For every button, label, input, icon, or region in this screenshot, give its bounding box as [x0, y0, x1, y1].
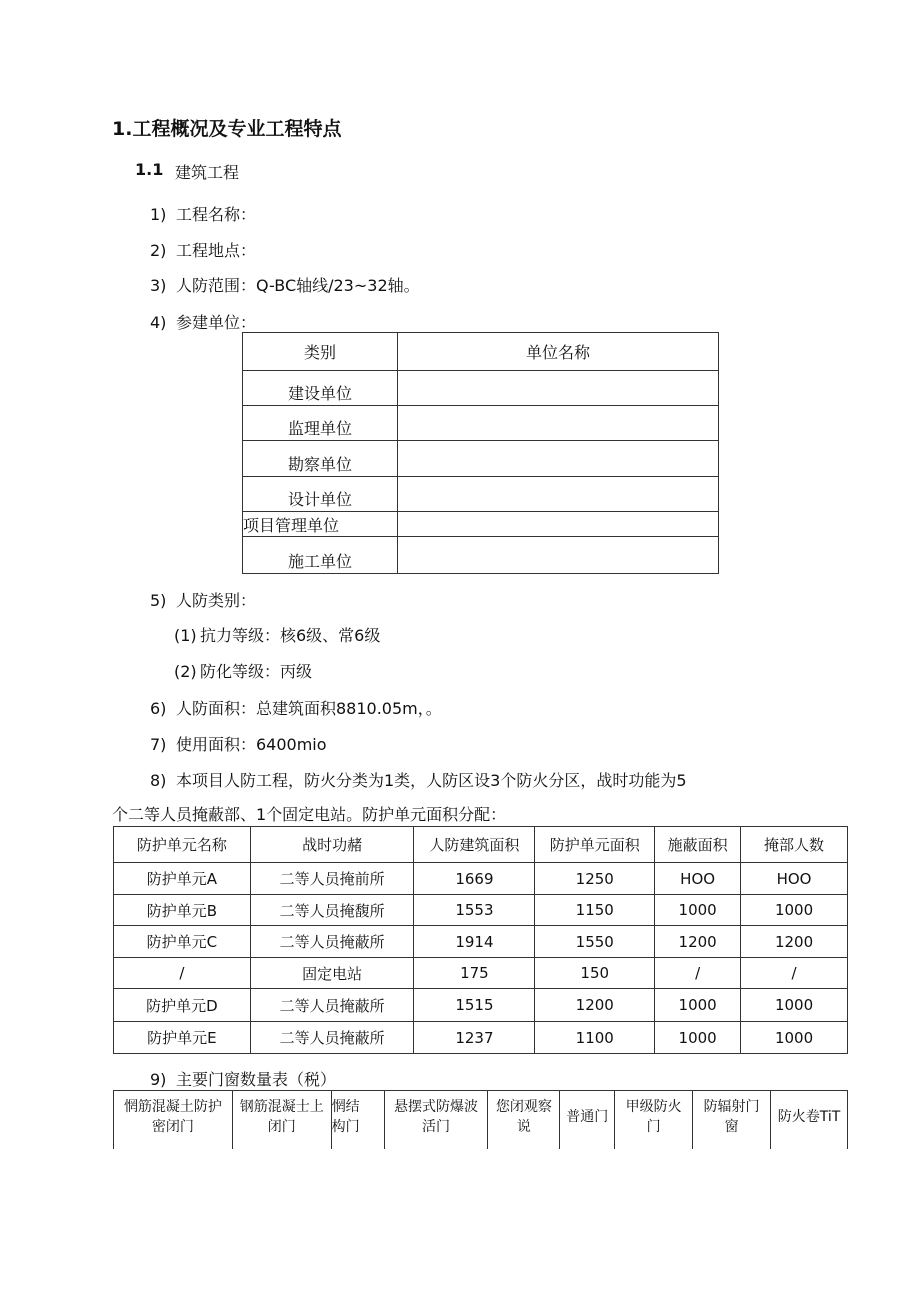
header-line: 您闭观察: [495, 1099, 552, 1115]
cell-building-area: 1669: [414, 863, 535, 895]
unit-name: [398, 371, 719, 406]
header-radiation-proof-door-window: [693, 1091, 771, 1149]
table-row: [243, 477, 719, 512]
table-header-row: [114, 1091, 848, 1149]
header-line: 惘筋混凝土防护: [123, 1099, 222, 1115]
table-row: [243, 537, 719, 574]
table-row: [243, 371, 719, 406]
cell-shelter-area: 1200: [655, 926, 741, 958]
cell-building-area: 1237: [414, 1022, 535, 1054]
unit-category: 勘察单位: [243, 441, 398, 477]
cell-unit-name: 防护单元C: [114, 926, 251, 958]
item-text: 本项目人防工程，防火分类为1类，人防区设3个防火分区，战时功能为5: [176, 771, 687, 790]
sub-item-number: (1): [174, 626, 197, 645]
item-door-window-schedule: [150, 1067, 336, 1090]
header-steel-structure-door: [331, 1091, 384, 1149]
cell-wartime-function: 二等人员掩蔽所: [250, 989, 414, 1022]
item-number: 7): [150, 735, 167, 754]
unit-category: 项目管理单位: [243, 512, 398, 537]
item-civil-defense-type: [150, 588, 256, 611]
header-airtight-observation-window: [488, 1091, 560, 1149]
cell-unit-name: 防护单元B: [114, 895, 251, 926]
header-line: 门: [646, 1119, 661, 1135]
cell-unit-area: 1550: [535, 926, 655, 958]
item-text: 工程名称：: [176, 205, 257, 224]
header-line: 说: [516, 1119, 531, 1135]
header-shelter-people: 掩部人数: [741, 827, 848, 863]
header-line: 钢筋混凝士上: [239, 1099, 324, 1115]
item-civil-defense-scope: [150, 273, 420, 296]
cell-unit-name: /: [114, 958, 251, 989]
header-line: 惘结: [331, 1099, 360, 1115]
unit-category: 施工单位: [243, 537, 398, 574]
unit-name: [398, 406, 719, 441]
table-row: [114, 1022, 848, 1054]
item-number: 6): [150, 699, 167, 718]
header-unit-name: 防护单元名称: [114, 827, 251, 863]
cell-building-area: 1515: [414, 989, 535, 1022]
sub-item-chemical-defense-grade: [174, 659, 312, 682]
cell-unit-area: 150: [535, 958, 655, 989]
sub-item-resistance-grade: [174, 623, 380, 646]
cell-shelter-area: HOO: [655, 863, 741, 895]
header-line: 防辐射门: [703, 1099, 760, 1115]
item-text: 人防范围：Q-BC轴线/23~32轴。: [176, 276, 420, 295]
participating-units-table: [242, 332, 719, 574]
unit-name: [398, 512, 719, 537]
item-text: 主要门窗数量表（税）: [176, 1070, 337, 1089]
cell-wartime-function: 二等人员掩前所: [250, 863, 414, 895]
header-blast-valve: [384, 1091, 488, 1149]
unit-name: [398, 441, 719, 477]
unit-category: 监理单位: [243, 406, 398, 441]
table-header-row: [114, 827, 848, 863]
header-line: 活门: [422, 1119, 450, 1135]
header-shelter-area: 施蔽面积: [655, 827, 741, 863]
item-project-name: [150, 202, 256, 225]
cell-unit-name: 防护单元A: [114, 863, 251, 895]
table-row: [243, 512, 719, 537]
cell-building-area: 175: [414, 958, 535, 989]
cell-shelter-people: 1000: [741, 1022, 848, 1054]
cell-unit-area: 1250: [535, 863, 655, 895]
item-number: 9): [150, 1070, 167, 1089]
table-row: [243, 406, 719, 441]
cell-shelter-people: 1200: [741, 926, 848, 958]
header-category: 类别: [243, 333, 398, 371]
table-row: [114, 989, 848, 1022]
cell-wartime-function: 二等人员掩馥所: [250, 895, 414, 926]
header-wartime-function: 战时功赭: [250, 827, 414, 863]
protection-unit-area-table: [113, 826, 848, 1054]
item-text: 参建单位：: [176, 313, 257, 332]
header-line: 悬摆式防爆波: [394, 1099, 478, 1115]
header-line: 密闭门: [151, 1119, 194, 1135]
cell-shelter-area: 1000: [655, 895, 741, 926]
item-text: 使用面积：6400mio: [176, 735, 327, 754]
header-unit-name: 单位名称: [398, 333, 719, 371]
item-number: 3): [150, 276, 167, 295]
unit-name: [398, 477, 719, 512]
header-ordinary-door: [560, 1091, 615, 1149]
section-title: 建筑工程: [175, 163, 240, 182]
cell-wartime-function: 二等人员掩蔽所: [250, 926, 414, 958]
item-participating-units: [150, 310, 256, 333]
header-line: 窗: [724, 1119, 739, 1135]
cell-shelter-area: 1000: [655, 1022, 741, 1054]
item-fire-classification: [150, 768, 687, 791]
table-row: [114, 895, 848, 926]
header-rc-protective-airtight-door: [114, 1091, 233, 1149]
header-rc-airtight-door: [232, 1091, 331, 1149]
cell-shelter-people: HOO: [741, 863, 848, 895]
cell-shelter-area: 1000: [655, 989, 741, 1022]
cell-shelter-people: 1000: [741, 895, 848, 926]
cell-building-area: 1914: [414, 926, 535, 958]
document-heading: 1.工程概况及专业工程特点: [112, 118, 342, 140]
cell-unit-name: 防护单元D: [114, 989, 251, 1022]
table-header-row: [243, 333, 719, 371]
item-number: 5): [150, 591, 167, 610]
cell-shelter-people: /: [741, 958, 848, 989]
sub-item-text: 抗力等级：核6级、常6级: [200, 626, 381, 645]
header-class-a-fire-door: [615, 1091, 693, 1149]
cell-unit-name: 防护单元E: [114, 1022, 251, 1054]
header-fire-shutter: [771, 1091, 848, 1149]
cell-wartime-function: 二等人员掩蔽所: [250, 1022, 414, 1054]
header-line: 防火卷TiT: [777, 1109, 841, 1125]
header-line: 普通门: [566, 1109, 609, 1125]
cell-shelter-people: 1000: [741, 989, 848, 1022]
item-number: 1): [150, 205, 167, 224]
item-text: 人防面积：总建筑面积8810.05m，。: [176, 699, 442, 718]
unit-category: 建设单位: [243, 371, 398, 406]
cell-wartime-function: 固定电站: [250, 958, 414, 989]
door-window-quantity-table: [113, 1090, 848, 1149]
sub-item-text: 防化等级：丙级: [200, 662, 313, 681]
item-number: 2): [150, 241, 167, 260]
cell-unit-area: 1150: [535, 895, 655, 926]
table-row: [243, 441, 719, 477]
header-line: 构门: [331, 1119, 360, 1135]
table-row: [114, 863, 848, 895]
section-number: 1.1: [135, 160, 164, 179]
item-civil-defense-area: [150, 696, 442, 719]
item-project-location: [150, 238, 256, 261]
item-text: 人防类别：: [176, 591, 257, 610]
cell-shelter-area: /: [655, 958, 741, 989]
item-number: 8): [150, 771, 167, 790]
header-line: 甲级防火: [625, 1099, 682, 1115]
header-line: 闭门: [267, 1119, 296, 1135]
item-number: 4): [150, 313, 167, 332]
unit-name: [398, 537, 719, 574]
header-building-area: 人防建筑面积: [414, 827, 535, 863]
table-row: [114, 926, 848, 958]
item-usable-area: [150, 732, 327, 755]
item-text: 工程地点：: [176, 241, 257, 260]
header-unit-area: 防护单元面积: [535, 827, 655, 863]
item-fire-classification-continued: 个二等人员掩蔽部、1个固定电站。防护单元面积分配：: [112, 805, 507, 824]
unit-category: 设计单位: [243, 477, 398, 512]
cell-unit-area: 1200: [535, 989, 655, 1022]
cell-unit-area: 1100: [535, 1022, 655, 1054]
sub-item-number: (2): [174, 662, 197, 681]
table-row: [114, 958, 848, 989]
cell-building-area: 1553: [414, 895, 535, 926]
